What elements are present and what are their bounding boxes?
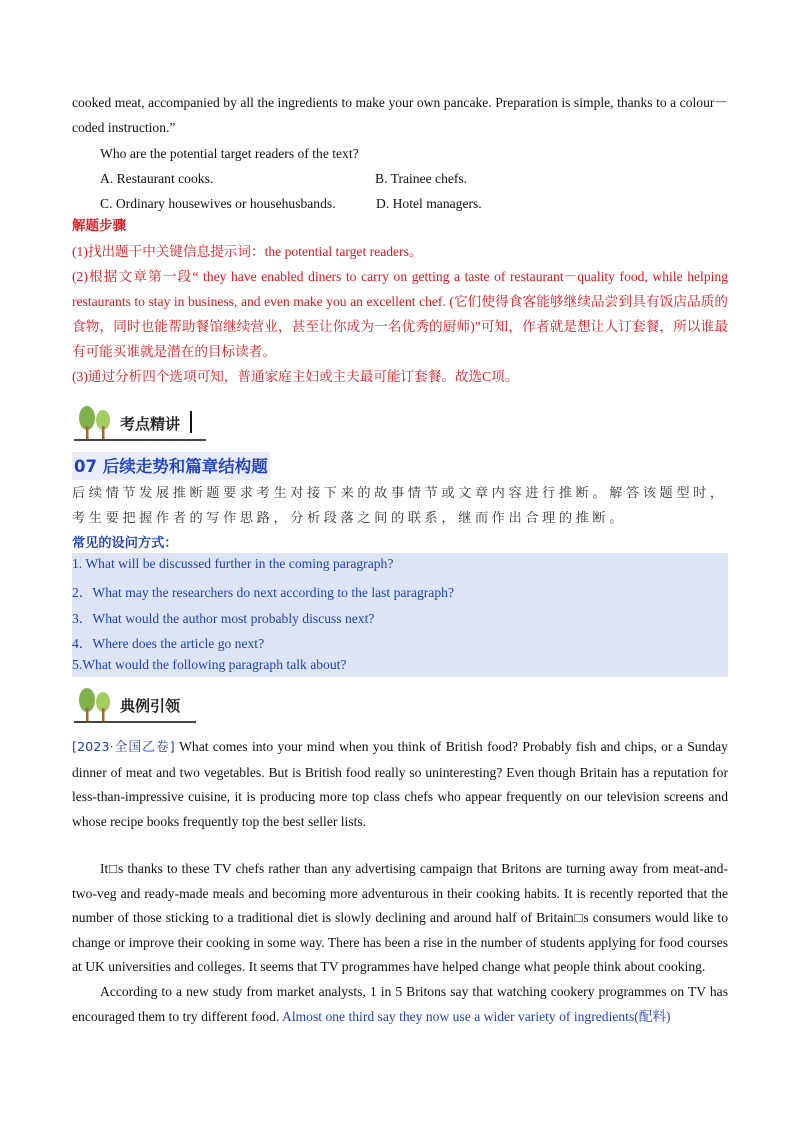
solution-step-2: (2)根据文章第一段“ they have enabled diners to carry on getting a taste of restaurant－quality food, while helping restaurants to stay in business, and even make you an excellent chef. (它们使得食客能够继续品尝到具有饭店品质的食物，同时也能帮助餐馆继续营业，甚至让你成为一名优秀的厨师)”可知，作者就是想让人订套餐，所以谁最有可能买谁就是潜在的目标读者。	[72, 269, 728, 359]
tree-leaf-icon	[76, 686, 116, 724]
section-title: 07 后续走势和篇章结构题	[72, 452, 270, 480]
ask-item: 5.What would the following paragraph talk about?	[72, 657, 347, 672]
option-d: D. Hotel managers.	[376, 196, 482, 211]
section-banner-dianli	[72, 684, 232, 726]
ask-item: 2．What may the researchers do next according to the last paragraph?	[72, 585, 454, 600]
paragraph-text: What comes into your mind when you think of British food? Probably fish and chips, or a Sunday dinner of meat and two vegetables. But is British food really so uninteresting? Even though Britain has a reputation for less-than-impressive cuisine, it is producing more top class chefs who appear frequently on our television screens and whose recipe books frequently top the best seller lists.	[72, 739, 728, 829]
top-paragraph: cooked meat, accompanied by all the ingredients to make your own pancake. Preparation is simple, thanks to a colour－coded instruction.”	[72, 95, 728, 135]
section-banner-kaodian	[72, 402, 232, 444]
option-b: B. Trainee chefs.	[375, 171, 468, 186]
passage-paragraph-3	[72, 980, 728, 1029]
solution-steps	[72, 214, 728, 389]
paragraph-text: According to a new study from market analysts, 1 in 5 Britons say that watching cookery programmes on TV has encouraged them to try different food.	[72, 984, 728, 1024]
option-a: A. Restaurant cooks.	[100, 171, 214, 186]
ask-item: 3．What would the author most probably discuss next?	[72, 611, 375, 626]
banner-underline	[74, 721, 196, 723]
banner-underline	[74, 439, 206, 441]
question-forms-box	[72, 553, 728, 677]
solution-title: 解题步骤	[72, 218, 126, 234]
banner-label: 典例引领	[120, 697, 181, 715]
ask-label: 常见的设问方式：	[72, 536, 178, 551]
solution-step-1: (1)找出题干中关键信息提示词：the potential target readers。	[72, 244, 423, 259]
highlighted-sentence: Almost one third say they now use a wider variety of ingredients(配料)	[282, 1008, 671, 1024]
question-stem: Who are the potential target readers of the text?	[100, 146, 359, 161]
passage-paragraph-2: It□s thanks to these TV chefs rather than any advertising campaign that Britons are turning away from meat-and-two-veg and ready-made meals and becoming more adventurous in their cooking habits. It is recently reported that the number of those sticking to a traditional diet is slowly declining and around half of Britain□s consumers would like to change or improve their cooking in some way. There has been a rise in the number of students applying for food courses at UK universities and colleges. It seems that TV programmes have helped change what people think about cooking.	[72, 861, 728, 974]
solution-step-3: (3)通过分析四个选项可知，普通家庭主妇或主夫最可能订套餐。故选C项。	[72, 369, 519, 384]
option-c: C. Ordinary housewives or househusbands.	[100, 196, 336, 211]
text-cursor	[190, 411, 192, 433]
banner-label: 考点精讲	[120, 415, 181, 433]
passage-paragraph-1	[72, 735, 728, 834]
section-intro: 后续情节发展推断题要求考生对接下来的故事情节或文章内容进行推断。解答该题型时，考生要把握作者的写作思路，分析段落之间的联系，继而作出合理的推断。	[72, 486, 727, 526]
tree-leaf-icon	[76, 404, 116, 442]
source-citation: [2023·全国乙卷]	[72, 740, 175, 755]
ask-item: 4．Where does the article go next?	[72, 636, 265, 651]
ask-item: 1. What will be discussed further in the coming paragraph?	[72, 556, 394, 571]
